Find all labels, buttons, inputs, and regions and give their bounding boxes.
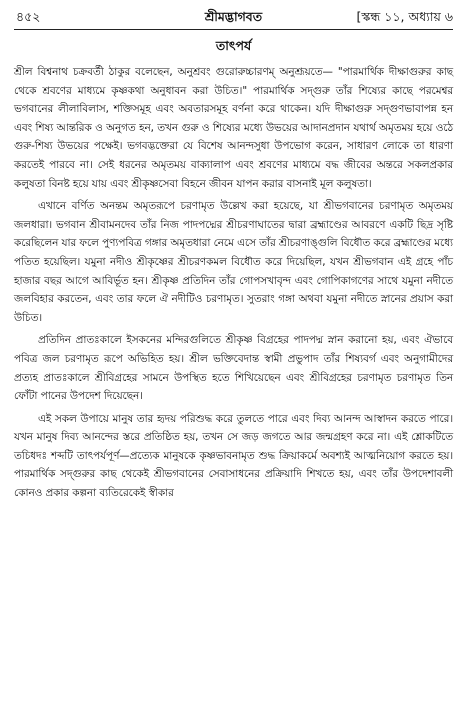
paragraph: প্রতিদিন প্রাতঃকালে ইসকনের মন্দিরগুলিতে শ্রীকৃষ্ণ বিগ্রহের পাদপদ্ম স্নান করানো হয়, এবং ঐভাবে পবিত্র জল চরণামৃত রূপে অভিহিত হয়। শ্রীল ভক্তিবেদান্ত স্বামী প্রভুপাদ তাঁর শিষ্যবর্গ এবং অনুগামীদের প্রত্যহ প্রাতঃকালে শ্রীবিগ্রহের সামনে উপস্থিত হতে শিখিয়েছেন এবং শ্রীবিগ্রহের চরণামৃত চরণামৃত তিন ফোঁটা পানের উপদেশ দিয়েছেন।	[14, 334, 453, 403]
section-heading: তাৎপর্য	[215, 38, 252, 53]
book-title: শ্রীমদ্ভাগবত	[204, 9, 263, 24]
paragraph: এখানে বর্ণিত অনন্তম অমৃতরূপে চরণামৃত উল্লেখ করা হয়েছে, যা শ্রীভগবানের চরণামৃত অমৃতময় জলধারা। ভগবান শ্রীবামনদেব তাঁর নিজ পাদপদ্মের শ্রীচরণাঘাতের দ্বারা ব্রহ্মাণ্ডের আবরণে একটি ছিদ্র সৃষ্টি করেছিলেন যার ফলে পুণ্যপবিত্র গঙ্গার অমৃতধারা নেমে এসে তাঁর শ্রীচরণাঙ্গুলি বিধৌত করে ব্রহ্মাণ্ডের মধ্যে পতিত হয়েছিল। যমুনা নদীও শ্রীকৃষ্ণের শ্রীচরণকমল বিধৌত করে দিয়েছিল, যখন শ্রীভগবান এই গ্রহে পাঁচ হাজার বছর আগে আবির্ভূত হন। শ্রীকৃষ্ণ প্রতিদিন তাঁর গোপসখাবৃন্দ এবং গোপিকাগণের সাথে যমুনা নদীতে জলবিহার করতেন, এবং তার ফলে ঐ নদীটিও চরণামৃত। সুতরাং গঙ্গা অথবা যমুনা নদীতে স্নানের প্রয়াস করা উচিত।	[14, 200, 453, 324]
page-number: ৪৫২	[16, 9, 41, 24]
paragraph: এই সকল উপায়ে মানুষ তার হৃদয় পরিশুদ্ধ করে তুলতে পারে এবং দিব্য আনন্দ আস্বাদন করতে পারে। যখন মানুষ দিব্য আনন্দের স্তরে প্রতিষ্ঠিত হয়, তখন সে জড় জগতে আর জন্মগ্রহণ করে না। এই শ্লোকটিতে তচিধদঃ শব্দটি তাৎপর্যপূর্ণ—প্রত্যেক মানুষকে কৃষ্ণভাবনামৃত শুদ্ধ ক্রিয়াকর্মে অবশ্যই আত্মনিয়োগ করতে হয়। পারমার্থিক সদ্গুরুর কাছ থেকেই শ্রীভগবানের সেবাসাধনের প্রক্রিয়াদি শিখতে হয়, এবং তাঁর উপদেশাবলী কোনও প্রকার কল্পনা ব্যতিরেকেই স্বীকার	[14, 412, 453, 500]
page-header	[14, 6, 453, 28]
paragraph: শ্রীল বিশ্বনাথ চক্রবর্তী ঠাকুর বলেছেন, অনুশ্রবং গুরোরুচ্চারণম্ অনুশ্রূয়তে— "পারমার্থিক দীক্ষাগুরুর কাছ থেকে শ্রবণের মাধ্যমে কৃষ্ণকথা অনুধাবন করা উচিত।" পারমার্থিক সদ্গুরু তাঁর শিষ্যের কাছে পরমেশ্বর ভগবানের লীলাবিলাস, শক্তিসমূহ এবং অবতারসমূহ বর্ণনা করে থাকেন। যদি দীক্ষাগুরু সদ্গুণভাবাপন্ন হন এবং শিষ্য আন্তরিক ও অনুগত হন, তখন গুরু ও শিষ্যের মধ্যে উভয়ের আদানপ্রদান যথার্থ অমৃতময় হয়ে ওঠে গুরু-শিষ্য উভয়ের পক্ষেই। ভগবদ্ভক্তেরা যে বিশেষ আনন্দসুধা উপভোগ করেন, সাধারণ লোকে তা ধারণা করতেই পারবে না। সেই ধরনের অমৃতময় বাক্যালাপ এবং শ্রবণের মাধ্যমে বদ্ধ জীবের অন্তরে সকলপ্রকার কলুষতা বিনষ্ট হয়ে যায় এবং শ্রীকৃষ্ণসেবা বিহনে জীবন যাপন করার বাসনাই মূল কলুষতা।	[14, 66, 453, 190]
chapter-reference: [স্কন্ধ ১১, অধ্যায় ৬	[356, 9, 453, 24]
header-divider	[14, 29, 453, 30]
